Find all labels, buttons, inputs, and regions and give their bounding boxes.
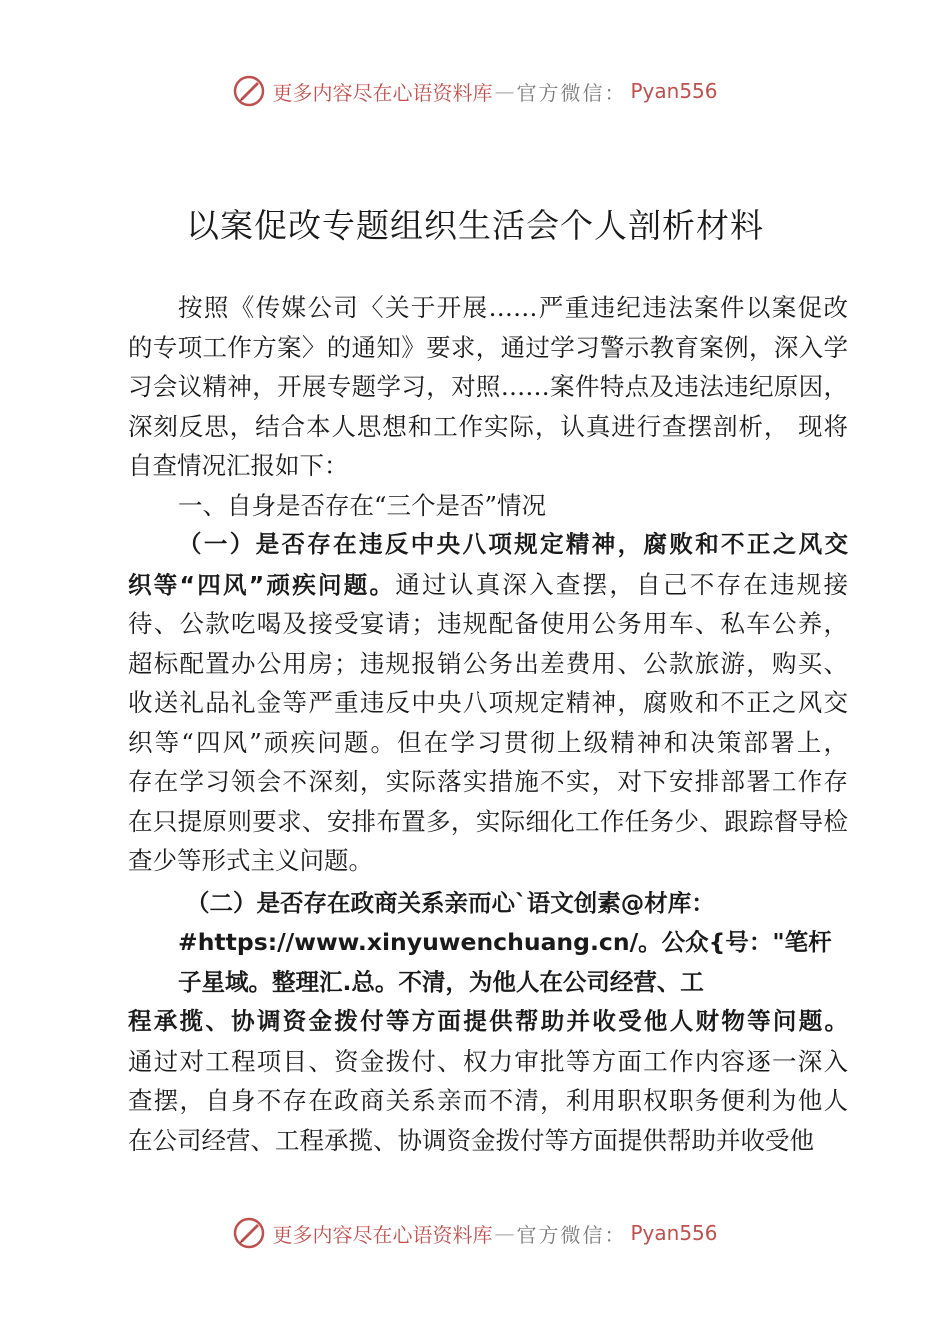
paragraph-line: 按照《传媒公司〈关于开展……严重违纪违法案件以案促改 xyxy=(178,293,848,322)
paragraph-line xyxy=(128,565,848,605)
paragraph-line: 自查情况汇报如下： xyxy=(128,451,349,480)
subsection-heading-end: 织等“四风”顽疾问题。 xyxy=(128,570,396,599)
subsection-heading: （一）是否存在违反中央八项规定精神，腐败和不正之风交 xyxy=(178,530,848,558)
document-title: 以案促改专题组织生活会个人剖析材料 xyxy=(186,206,764,245)
banner-wechat-id: Pyan556 xyxy=(630,1221,718,1245)
banner-dash: — xyxy=(494,79,515,103)
paragraph-line: 在只提原则要求、安排布置多，实际细化工作任务少、跟踪督导检 xyxy=(128,806,848,836)
banner-wechat-label: 官方微信： xyxy=(516,80,627,105)
paragraph-line: 待、公款吃喝及接受宴请；违规配备使用公务用车、私车公养， xyxy=(128,609,848,638)
banner-dash: — xyxy=(494,1221,515,1245)
paragraph-line: 的专项工作方案〉的通知》要求，通过学习警示教育案例，深入学 xyxy=(128,332,848,362)
paragraph-line: 查少等形式主义问题。 xyxy=(128,846,373,875)
paragraph-line: 收送礼品礼金等严重违反中央八项规定精神，腐败和不正之风交 xyxy=(128,688,848,717)
document-body xyxy=(128,288,848,1160)
paragraph-line: 查摆，自身不存在政商关系亲而不清，利用职权职务便利为他人 xyxy=(128,1086,848,1115)
paragraph-line: 通过对工程项目、资金拨付、权力审批等方面工作内容逐一深入 xyxy=(128,1046,848,1076)
paragraph-line: 存在学习领会不深刻，实际落实措施不实，对下安排部署工作存 xyxy=(128,767,848,796)
section-heading: 一、自身是否存在“三个是否”情况 xyxy=(178,490,547,520)
paragraph-line: 在公司经营、工程承揽、协调资金拨付等方面提供帮助并收受他 xyxy=(128,1125,814,1155)
paragraph-line: 深刻反思，结合本人思想和工作实际，认真进行查摆剖析， 现将 xyxy=(128,411,848,441)
banner-text: 更多内容尽在心语资料库 xyxy=(272,80,493,105)
banner-wechat-id: Pyan556 xyxy=(630,79,718,103)
banner-wechat-label: 官方微信： xyxy=(516,1222,627,1247)
paragraph-text: 通过认真深入查摆，自己不存在违规接 xyxy=(395,569,848,599)
brand-logo-icon xyxy=(232,74,266,108)
header-watermark-banner xyxy=(0,66,950,116)
subsection-heading: 子星域。整理汇.总。不清，为他人在公司经营、工 xyxy=(178,967,704,996)
paragraph-line: 织等“四风”顽疾问题。但在学习贯彻上级精神和决策部署上， xyxy=(128,727,848,757)
subsection-heading: （二）是否存在政商关系亲而心`语文创素@材库： xyxy=(186,888,715,917)
paragraph-line: 超标配置办公用房；违规报销公务出差费用、公款旅游，购买、 xyxy=(128,648,848,678)
subsection-heading: 程承揽、协调资金拨付等方面提供帮助并收受他人财物等问题。 xyxy=(128,1007,848,1035)
paragraph-line: 习会议精神，开展专题学习，对照……案件特点及违法违纪原因， xyxy=(128,372,848,401)
footer-watermark-banner xyxy=(0,1208,950,1258)
subsection-heading: #https://www.xinyuwenchuang.cn/。公众{号："笔杆 xyxy=(178,928,832,956)
banner-text: 更多内容尽在心语资料库 xyxy=(272,1222,493,1247)
brand-logo-icon xyxy=(232,1216,266,1250)
